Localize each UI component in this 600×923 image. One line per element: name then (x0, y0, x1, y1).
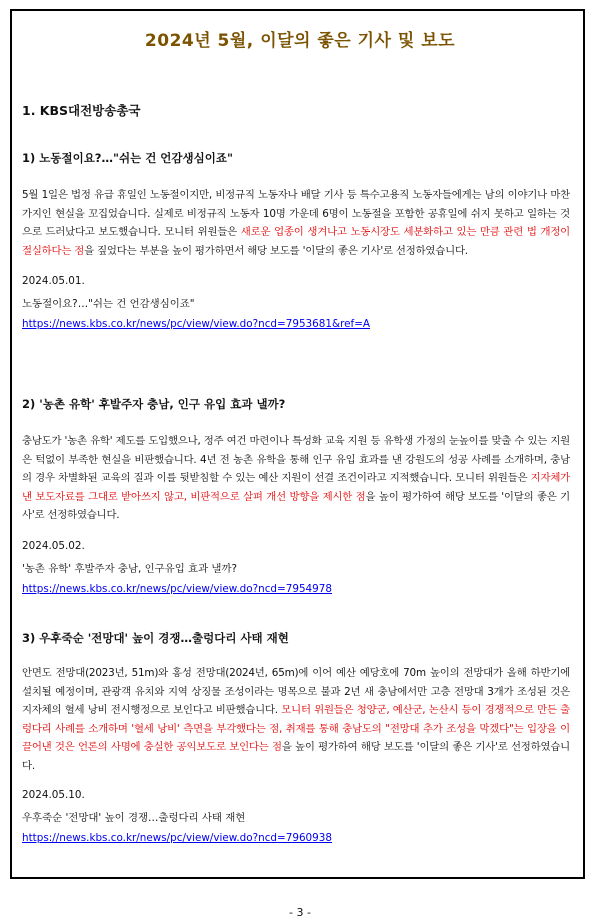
article-body-text: 을 높이 평가하여 해당 보도를 '이달의 좋은 기사'로 선정하였습니다. (22, 490, 571, 522)
article-heading: 1) 노동절이요?…"쉬는 건 언감생심이죠" (22, 151, 233, 165)
article-heading: 2) '농촌 유학' 후발주자 충남, 인구 유입 효과 낼까? (22, 397, 286, 411)
article-body (22, 664, 570, 776)
article-date: 2024.05.02. (22, 539, 85, 552)
article-link-title: 우후죽순 '전망대' 높이 경쟁…출렁다리 사태 재현 (22, 811, 246, 824)
article-link-title: '농촌 유학' 후발주자 충남, 인구유입 효과 낼까? (22, 562, 238, 575)
article-3 (22, 631, 570, 845)
article-body-text: 충남도가 '농촌 유학' 제도를 도입했으나, 정주 여건 마련이나 특성화 교육 지원 등 유학생 가정의 눈높이를 맞출 수 있는 지원은 턱없이 부족한 현실을 비판했습니다. 4년 전 농촌 유학을 통해 인구 유입 효과를 낸 강원도의 성공 사례를 소개하며, 충남의 경우 차별화된 교육의 질과 이를 뒷받침할 수 있는 예산 지원이 선결 조건이라고 지적했습니다. 모니터 위원들은 (22, 435, 570, 485)
article-2 (22, 397, 570, 596)
article-body-text: 안면도 전망대(2023년, 51m)와 홍성 전망대(2024년, 65m)에 이어 예산 예당호에 70m 높이의 전망대가 올해 하반기에 설치될 예정이며, 관광객 유치와 지역 상징물 조성이라는 명목으로 불과 2년 새 충남에서만 고층 전망대 3개가 조성된 것은 지자체의 혈세 낭비 전시행정으로 보인다고 비판했습니다. (22, 667, 570, 717)
page-number: - 3 - (289, 906, 311, 919)
article-body-text: 을 높이 평가하여 해당 보도를 '이달의 좋은 기사'로 선정하였습니다. (22, 741, 570, 772)
article-body-highlight: 모니터 위원들은 청양군, 예산군, 논산시 등이 경쟁적으로 만든 출렁다리 사례를 소개하며 '혈세 낭비' 측면을 부각했다는 점, 취재를 통해 충남도의 "전망대 추가 조성을 막겠다"는 입장을 이끌어낸 것은 언론의 사명에 충실한 공익보도로 보인다는 점 (22, 704, 570, 754)
article-url-link[interactable]: https://news.kbs.co.kr/news/pc/view/view.do?ncd=7960938 (22, 831, 332, 844)
article-1 (22, 151, 570, 331)
article-body (22, 186, 570, 260)
article-body (22, 432, 570, 525)
article-heading: 3) 우후죽순 '전망대' 높이 경쟁…출렁다리 사태 재현 (22, 631, 289, 645)
page-title: 2024년 5월, 이달의 좋은 기사 및 보도 (144, 31, 456, 51)
article-url-link[interactable]: https://news.kbs.co.kr/news/pc/view/view.do?ncd=7953681&ref=A (22, 318, 371, 331)
article-url-link[interactable]: https://news.kbs.co.kr/news/pc/view/view.do?ncd=7954978 (22, 582, 332, 595)
article-date: 2024.05.01. (22, 275, 85, 288)
article-link-title: 노동절이요?…"쉬는 건 언감생심이죠" (22, 298, 195, 311)
article-date: 2024.05.10. (22, 788, 85, 801)
article-body-highlight: 새로운 업종이 생겨나고 노동시장도 세분화하고 있는 만큼 관련 법 개정이 절실하다는 점 (22, 226, 570, 257)
article-body-highlight: 지자체가 낸 보도자료를 그대로 받아쓰지 않고, 비판적으로 살펴 개선 방향을 제시한 점 (22, 472, 570, 503)
article-body-text: 5월 1일은 법정 유급 휴일인 노동절이지만, 비정규직 노동자나 배달 기사 등 특수고용직 노동자들에게는 남의 이야기나 마찬가지인 현실을 꼬집었습니다. 실제로 비정규직 노동자 10명 가운데 6명이 노동절을 포함한 공휴일에 쉬지 못하고 일하는 것으로 드러났다고 보도했습니다. 모니터 위원들은 (22, 189, 570, 239)
article-body-text: 을 짚었다는 부분을 높이 평가하면서 해당 보도를 '이달의 좋은 기사'로 선정하였습니다. (84, 244, 468, 257)
section-heading: 1. KBS대전방송총국 (22, 103, 141, 118)
